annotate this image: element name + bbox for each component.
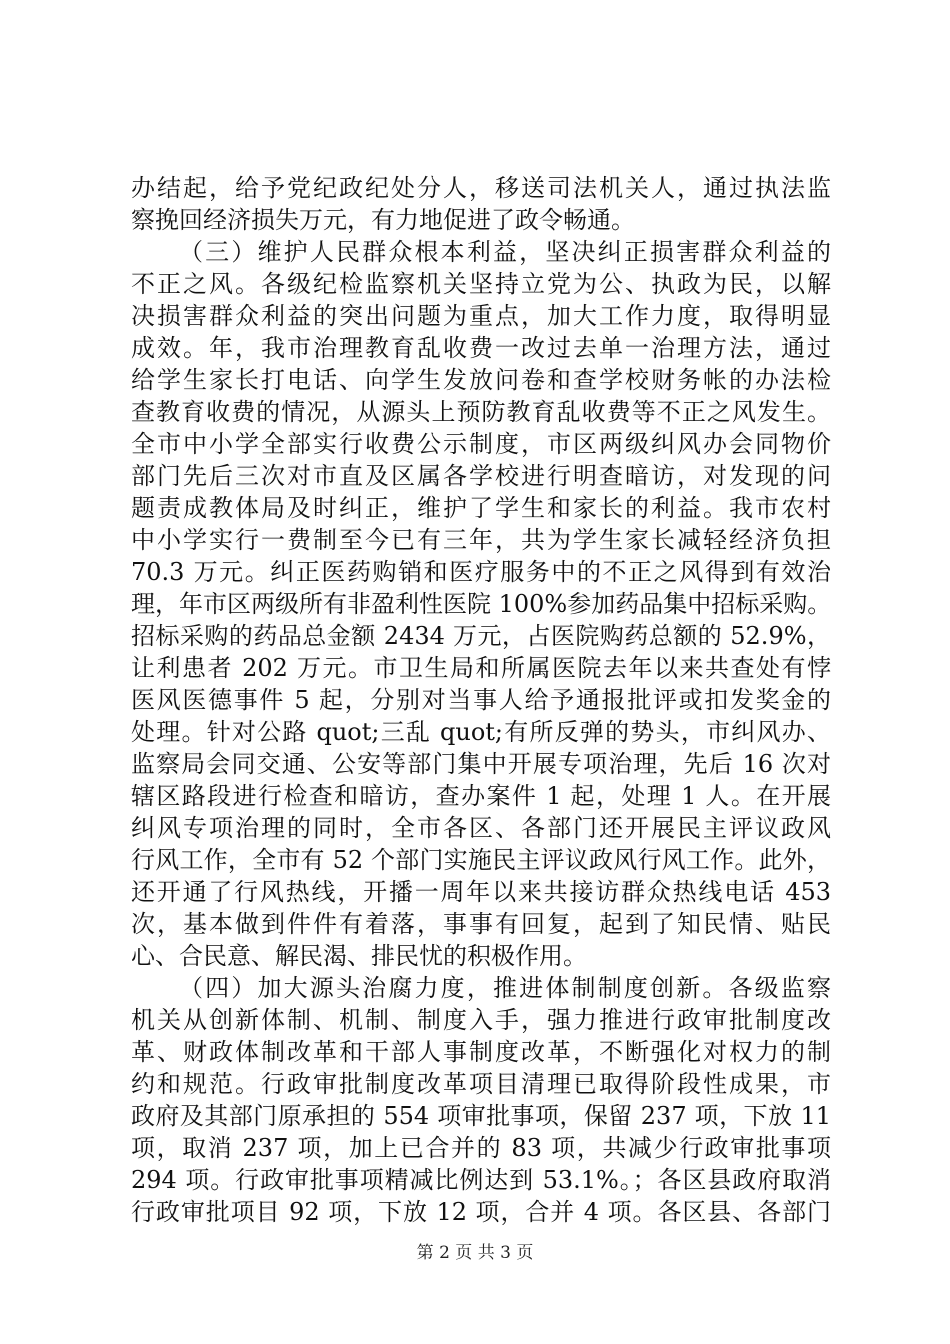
text-line: 行政审批项目 92 项，下放 12 项，合并 4 项。各区县、各部门	[131, 1198, 831, 1226]
text-line: 给学生家长打电话、向学生发放问卷和查学校财务帐的办法检	[131, 366, 831, 394]
text-line: 查教育收费的情况，从源头上预防教育乱收费等不正之风发生。	[131, 398, 831, 426]
text-line: 部门先后三次对市直及区属各学校进行明查暗访，对发现的问	[131, 462, 831, 490]
text-line: 招标采购的药品总金额 2434 万元，占医院购药总额的 52.9%，	[131, 622, 831, 650]
text-line: 次，基本做到件件有着落，事事有回复，起到了知民情、贴民	[131, 910, 831, 938]
text-line: 心、合民意、解民渴、排民忧的积极作用。	[131, 942, 587, 970]
text-line: 决损害群众利益的突出问题为重点，加大工作力度，取得明显	[131, 302, 831, 330]
text-line: 让利患者 202 万元。市卫生局和所属医院去年以来共查处有悖	[131, 654, 831, 682]
text-line: 中小学实行一费制至今已有三年，共为学生家长减轻经济负担	[131, 526, 831, 554]
paragraph-start-line: （三）维护人民群众根本利益，坚决纠正损害群众利益的	[179, 238, 831, 266]
text-line: 医风医德事件 5 起，分别对当事人给予通报批评或扣发奖金的	[131, 686, 831, 714]
paragraph-start-line: （四）加大源头治腐力度，推进体制制度创新。各级监察	[179, 974, 831, 1002]
text-line: 成效。年，我市治理教育乱收费一改过去单一治理方法，通过	[131, 334, 831, 362]
text-line: 行风工作，全市有 52 个部门实施民主评议政风行风工作。此外，	[131, 846, 831, 874]
text-line: 全市中小学全部实行收费公示制度，市区两级纠风办会同物价	[131, 430, 831, 458]
text-line: 还开通了行风热线，开播一周年以来共接访群众热线电话 453	[131, 878, 831, 906]
text-line: 纠风专项治理的同时，全市各区、各部门还开展民主评议政风	[131, 814, 831, 842]
text-line: 革、财政体制改革和干部人事制度改革，不断强化对权力的制	[131, 1038, 831, 1066]
text-line: 处理。针对公路 quot;三乱 quot;有所反弹的势头，市纠风办、	[131, 718, 831, 746]
text-line: 70.3 万元。纠正医药购销和医疗服务中的不正之风得到有效治	[131, 558, 831, 586]
text-line: 理，年市区两级所有非盈利性医院 100%参加药品集中招标采购。	[131, 590, 832, 618]
text-line: 辖区路段进行检查和暗访，查办案件 1 起，处理 1 人。在开展	[131, 782, 831, 810]
text-line: 监察局会同交通、公安等部门集中开展专项治理，先后 16 次对	[131, 750, 831, 778]
page-number-footer: 第 2 页 共 3 页	[416, 1243, 534, 1263]
text-line: 约和规范。行政审批制度改革项目清理已取得阶段性成果，市	[131, 1070, 831, 1098]
text-line: 察挽回经济损失万元，有力地促进了政令畅通。	[131, 206, 635, 234]
text-line: 办结起，给予党纪政纪处分人，移送司法机关人，通过执法监	[131, 174, 831, 202]
text-line: 政府及其部门原承担的 554 项审批事项，保留 237 项，下放 11	[131, 1102, 831, 1130]
text-line: 项，取消 237 项，加上已合并的 83 项，共减少行政审批事项	[131, 1134, 831, 1162]
text-line: 题责成教体局及时纠正，维护了学生和家长的利益。我市农村	[131, 494, 831, 522]
text-line: 294 项。行政审批事项精减比例达到 53.1%。；各区县政府取消	[131, 1166, 831, 1194]
text-line: 不正之风。各级纪检监察机关坚持立党为公、执政为民，以解	[131, 270, 831, 298]
text-line: 机关从创新体制、机制、制度入手，强力推进行政审批制度改	[131, 1006, 831, 1034]
